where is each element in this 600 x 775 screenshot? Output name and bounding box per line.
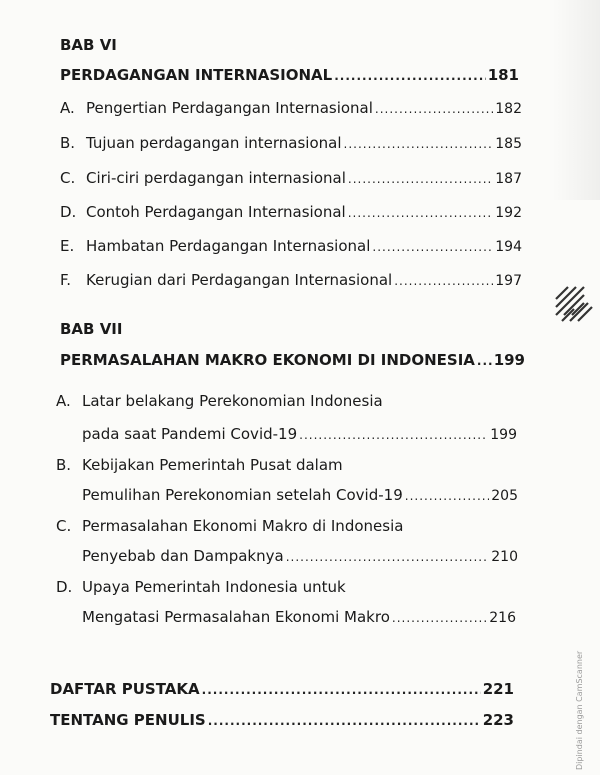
entry-title: Mengatasi Permasalahan Ekonomi Makro: [82, 608, 390, 626]
page-number: 197: [495, 273, 522, 289]
dot-leader: [477, 354, 492, 368]
entry-title-line1: Kebijakan Pemerintah Pusat dalam: [82, 456, 343, 474]
page-number: 205: [491, 488, 518, 504]
dot-leader: [344, 137, 494, 151]
entry-letter: A.: [56, 392, 71, 410]
chapter-title: PERDAGANGAN INTERNASIONAL: [60, 66, 333, 84]
dot-leader: [208, 714, 481, 728]
entry-title-line1: Permasalahan Ekonomi Makro di Indonesia: [82, 517, 404, 535]
page-edge-shadow: [552, 0, 600, 200]
dot-leader: [348, 172, 493, 186]
toc-entry: [82, 486, 518, 504]
page-number: 223: [482, 711, 514, 729]
page-number: 187: [495, 171, 522, 187]
entry-title: Tujuan perdagangan internasional: [86, 134, 342, 152]
entry-title: Hambatan Perdagangan Internasional: [86, 237, 371, 255]
page-number: 185: [495, 136, 522, 152]
toc-entry: [82, 608, 516, 626]
toc-entry-first-line: [56, 517, 516, 535]
toc-tentang-penulis: [50, 711, 514, 729]
entry-title: pada saat Pandemi Covid-19: [82, 425, 298, 443]
entry-letter: D.: [60, 203, 77, 221]
dot-leader: [392, 611, 487, 625]
entry-title: Pengertian Perdagangan Internasional: [86, 99, 373, 117]
entry-letter: C.: [56, 517, 72, 535]
dot-leader: [286, 550, 490, 564]
toc-entry-first-line: [56, 578, 516, 596]
page-number: 216: [489, 610, 516, 626]
toc-entry: [60, 203, 522, 221]
page-number: 194: [495, 239, 522, 255]
toc-entry-first-line: [56, 456, 516, 474]
toc-chapter-heading-vii: [60, 351, 525, 369]
entry-letter: D.: [56, 578, 73, 596]
toc-daftar-pustaka: [50, 680, 514, 698]
toc-entry: [60, 169, 522, 187]
chapter-label-bab-vii: BAB VII: [60, 320, 123, 338]
toc-entry: [82, 547, 518, 565]
entry-title: Penyebab dan Dampaknya: [82, 547, 284, 565]
entry-letter: B.: [60, 134, 76, 152]
page-number: 199: [493, 351, 525, 369]
page-number: 199: [490, 427, 517, 443]
dot-leader: [334, 69, 485, 83]
dot-leader: [299, 428, 488, 442]
toc-entry: [60, 134, 522, 152]
toc-entry: [60, 99, 522, 117]
entry-letter: F.: [60, 271, 71, 289]
dot-leader: [372, 240, 493, 254]
toc-chapter-heading-vi: [60, 66, 519, 84]
toc-entry-first-line: [56, 392, 516, 410]
toc-entry: [82, 425, 517, 443]
entry-letter: C.: [60, 169, 76, 187]
entry-title-line1: Upaya Pemerintah Indonesia untuk: [82, 578, 346, 596]
page-number: 181: [487, 66, 519, 84]
entry-letter: A.: [60, 99, 75, 117]
dot-leader: [405, 489, 490, 503]
toc-entry: [60, 237, 522, 255]
page-number: 221: [482, 680, 514, 698]
page-number: 192: [495, 205, 522, 221]
page-number: 210: [491, 549, 518, 565]
scanner-watermark: Dipindai dengan CamScanner: [575, 650, 584, 770]
entry-title: Contoh Perdagangan Internasional: [86, 203, 346, 221]
entry-title: Kerugian dari Perdagangan Internasional: [86, 271, 393, 289]
decorative-pattern-icon: [554, 285, 594, 323]
chapter-label-bab-vi: BAB VI: [60, 36, 117, 54]
entry-title: Pemulihan Perekonomian setelah Covid-19: [82, 486, 403, 504]
back-matter-title: DAFTAR PUSTAKA: [50, 680, 200, 698]
dot-leader: [394, 274, 493, 288]
entry-title: Ciri-ciri perdagangan internasional: [86, 169, 346, 187]
dot-leader: [375, 102, 493, 116]
back-matter-title: TENTANG PENULIS: [50, 711, 206, 729]
dot-leader: [348, 206, 494, 220]
toc-entry: [60, 271, 522, 289]
entry-letter: B.: [56, 456, 72, 474]
entry-letter: E.: [60, 237, 75, 255]
page-number: 182: [495, 101, 522, 117]
dot-leader: [202, 683, 481, 697]
entry-title-line1: Latar belakang Perekonomian Indonesia: [82, 392, 383, 410]
chapter-title: PERMASALAHAN MAKRO EKONOMI DI INDONESIA: [60, 351, 475, 369]
